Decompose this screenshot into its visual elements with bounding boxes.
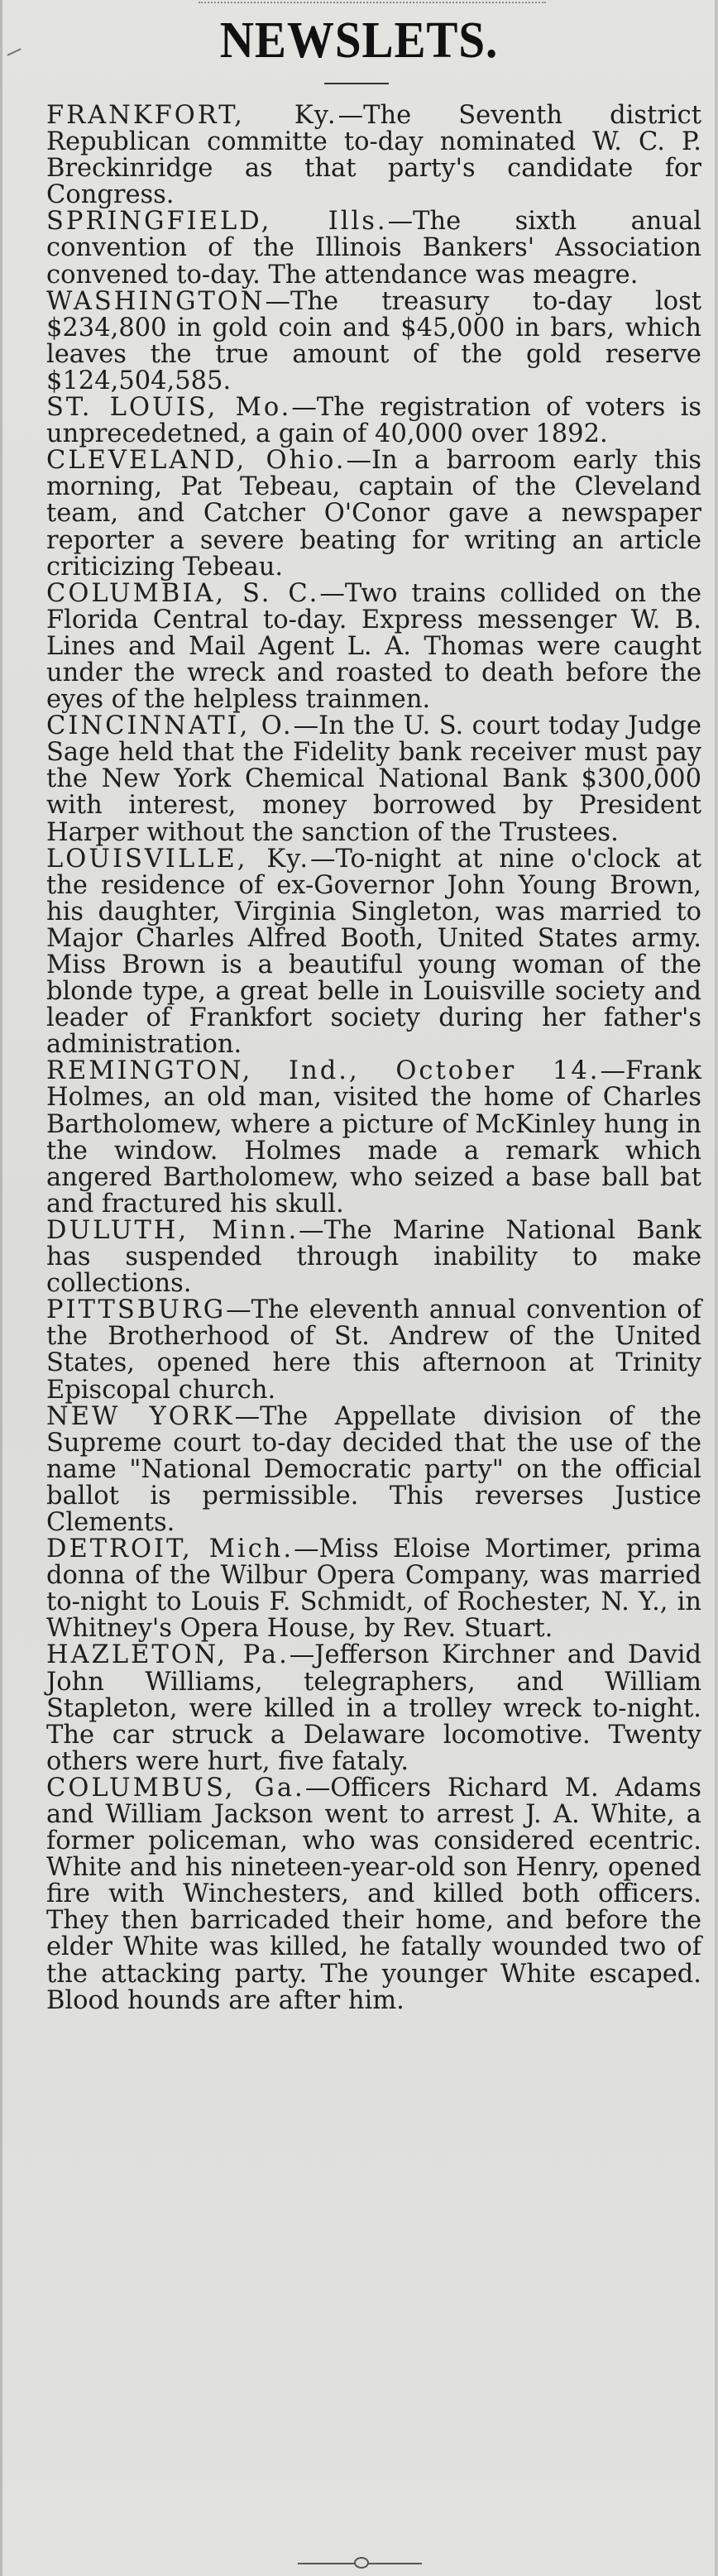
news-item-dateline: HAZLETON, Pa. <box>46 1640 290 1670</box>
news-item-text: —Miss Eloise Mortimer, prima donna of the Wilbur Opera Company, was married to-night to Louis F. Schmidt, of Rochester, N. Y., in Whitney's Opera House, by Rev. Stuart. <box>46 1535 701 1644</box>
news-item-dateline: REMINGTON, Ind., October 14. <box>46 1056 601 1086</box>
news-item <box>46 1058 701 1218</box>
news-item-dateline: COLUMBUS, Ga. <box>46 1773 305 1803</box>
news-item <box>46 1642 701 1774</box>
news-item <box>46 448 701 580</box>
news-item-text: —The Appellate division of the Supreme court to-day decided that the use of the name "National Democratic party" on the official ballot is permissible. This reverses Justice Clements. <box>46 1401 702 1537</box>
news-item-text: —Two trains collided on the Florida Central to-day. Express messenger W. B. Lines and Mail Agent L. A. Thomas were caught under the wreck and roasted to death before the eyes of the helpless trainmen. <box>46 578 701 715</box>
news-item <box>46 846 701 1059</box>
news-item-text: —The Marine National Bank has suspended through inability to make collections. <box>46 1215 701 1299</box>
news-item-dateline: PITTSBURG <box>46 1295 227 1325</box>
news-item-dateline: NEW YORK <box>46 1401 235 1431</box>
news-item <box>46 1297 701 1403</box>
news-item-text: —In a barroom early this morning, Pat Tebeau, captain of the Cleveland team, and Catcher O'Conor gave a newspaper reporter a severe beating for writing an article criticizing Tebeau. <box>46 446 701 582</box>
news-item-dateline: DETROIT, Mich. <box>46 1535 294 1564</box>
news-item-text: —To-night at nine o'clock at the residence of ex-Governor John Young Brown, his daughter, Virginia Singleton, was married to Major Charles Alfred Booth, United States army. Miss Brown is a beautiful young woman of the blonde type, a great belle in Louisville society and leader of Frankfort society during her father's administration. <box>46 844 701 1060</box>
news-item-dateline: COLUMBIA, S. C. <box>46 578 320 608</box>
news-item-dateline: CLEVELAND, Ohio. <box>46 446 347 476</box>
page-edge-left <box>0 0 2 2576</box>
news-item-text: —In the U. S. court today Judge Sage held that the Fidelity bank receiver must pay the New York Chemical National Bank $300,000 with interest, money borrowed by President Harper without the sanction of the Trustees. <box>46 711 701 847</box>
news-item <box>46 286 701 395</box>
news-item <box>46 1401 702 1537</box>
news-item-dateline: SPRINGFIELD, Ills. <box>46 207 388 237</box>
ink-smudge <box>7 48 21 55</box>
news-item-text: —The registration of voters is unprecedetned, a gain of 40,000 over 1892. <box>46 393 701 449</box>
headline: NEWSLETS. <box>219 12 499 69</box>
news-item <box>46 395 701 448</box>
news-item <box>46 1536 701 1642</box>
news-item <box>46 103 701 208</box>
news-item-text: —The Seventh district Republican committe to-day nominated W. C. P. Breckinridge as that party's candidate for Congress. <box>46 101 701 210</box>
news-item <box>46 208 701 288</box>
news-item <box>46 1775 701 2014</box>
news-item-text: —Jefferson Kirchner and David John Williams, telegraphers, and William Stapleton, were killed in a trolley wreck to-night. The car struck a Delaware locomotive. Twenty others were hurt, five fataly. <box>46 1640 702 1776</box>
news-item-dateline: LOUISVILLE, Ky. <box>46 844 311 874</box>
news-item-text: —The treasury to-day lost $234,800 in gold coin and $45,000 in bars, which leaves the true amount of the gold reserve $124,504,585. <box>46 286 701 395</box>
news-item-dateline: WASHINGTON <box>46 286 266 316</box>
news-item-dateline: CINCINNATI, O. <box>46 711 294 741</box>
news-item <box>46 578 701 715</box>
news-item-text: —Frank Holmes, an old man, visited the home of Charles Bartholomew, where a picture of McKinley hung in the window. Holmes made a remark which angered Bartholomew, who seized a base ball bat and fractured his skull. <box>46 1056 701 1219</box>
news-item <box>46 713 701 845</box>
end-ornament <box>354 2557 369 2569</box>
news-item-dateline: DULUTH, Minn. <box>46 1215 299 1245</box>
news-item-text: —The sixth anual convention of the Illinois Bankers' Association convened to-day. The attendance was meagre. <box>46 207 702 290</box>
headline-rule <box>324 83 389 84</box>
news-item-dateline: ST. LOUIS, Mo. <box>46 393 292 423</box>
page-edge-right <box>715 0 718 2576</box>
cut-off-previous-article <box>199 0 546 3</box>
news-item-dateline: FRANKFORT, Ky. <box>46 101 338 130</box>
news-item-text: —The eleventh annual convention of the Brotherhood of St. Andrew of the United States, opened here this afternoon at Trinity Episcopal church. <box>46 1295 701 1405</box>
news-item-text: —Officers Richard M. Adams and William Jackson went to arrest J. A. White, a former policeman, who was considered ecentric. White and his nineteen-year-old son Henry, opened fire with Winchesters, and killed both officers. They then barricaded their home, and before the elder White was killed, he fatally wounded two of the attacking party. The younger White escaped. Blood hounds are after him. <box>46 1773 702 2015</box>
news-column <box>46 103 701 2014</box>
news-item <box>46 1215 701 1299</box>
